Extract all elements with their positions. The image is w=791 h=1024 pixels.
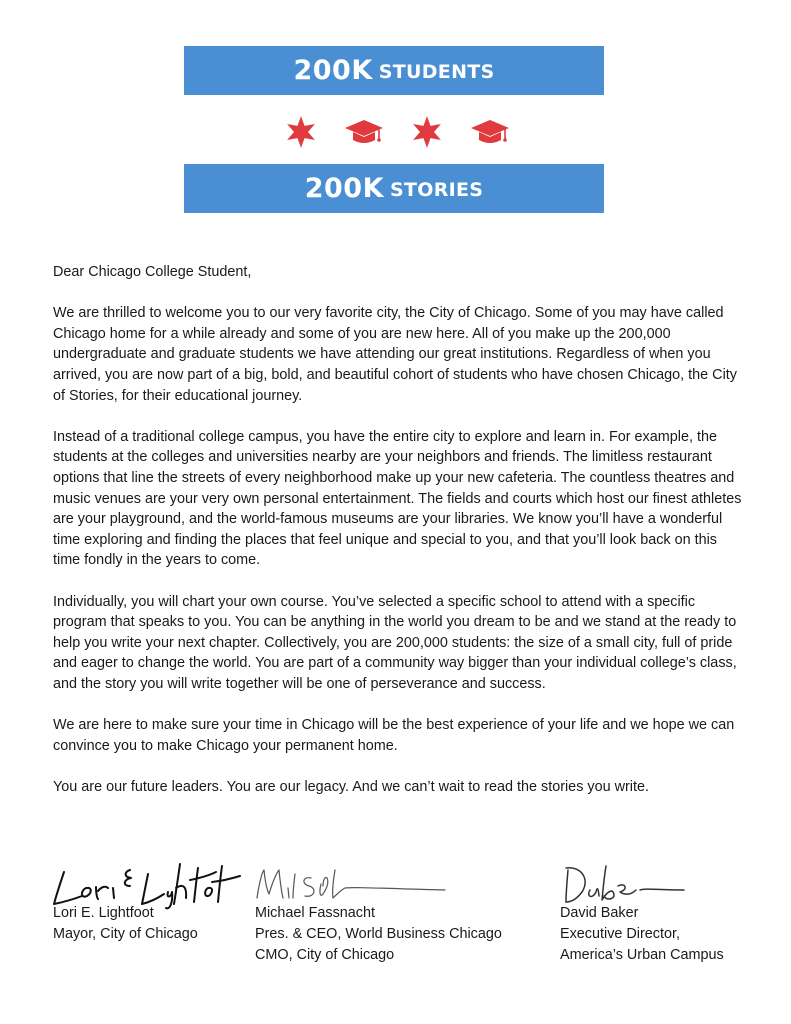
signature-baker-image: [562, 860, 687, 906]
six-pointed-star-icon: [284, 115, 318, 149]
chicago-emblems-row: [284, 115, 510, 149]
letter-body: [53, 262, 743, 818]
letter-paragraph: Individually, you will chart your own course. You’ve selected a specific school to attend with a specific program that speaks to you. You can be anything in the world you dream to be and we stand at the ready to help you write your next chapter. Collectively, you are 200,000 students: the size of a small city, full of pride and eager to change the world. You are part of a community way bigger than your individual college’s class, and the story you will write together will be one of perseverance and success.: [53, 593, 737, 692]
graduation-cap-icon: [470, 117, 510, 147]
signatory-block: [255, 903, 502, 965]
signatory-title: Pres. & CEO, World Business Chicago: [255, 925, 502, 942]
signatory-name: David Baker: [560, 905, 639, 921]
six-pointed-star-icon: [410, 115, 444, 149]
signatory-name: Lori E. Lightfoot: [53, 905, 154, 921]
banner-count-text: 200K: [304, 173, 385, 204]
letter-paragraph: You are our future leaders. You are our legacy. And we can’t wait to read the stories you write.: [53, 778, 649, 795]
signatory-title: CMO, City of Chicago: [255, 946, 395, 963]
signatory-block: [53, 903, 198, 945]
header-banner-stories: [184, 164, 604, 213]
signatory-title: Executive Director,: [560, 925, 680, 942]
letter-paragraph: Instead of a traditional college campus, you have the entire city to explore and learn in. For example, the students at the colleges and universities nearby are your neighbors and friends. The limitless restaurant options that line the streets of every neighborhood make up your new cafeteria. The countless theatres and music venues are your very own personal entertainment. The fields and courts which host our finest athletes are your playground, and the world-famous museums are your libraries. We know you’ll have a wonderful time exploring and finding the places that feel unique and special to you, and that you’ll look back on this time fondly in the years to come.: [53, 428, 742, 569]
signatory-title: Mayor, City of Chicago: [53, 925, 198, 942]
signatory-block: [560, 903, 724, 965]
letter-paragraph: We are here to make sure your time in Chicago will be the best experience of your life and we hope we can convince you to make Chicago your permanent home.: [53, 717, 735, 754]
letter-paragraph: We are thrilled to welcome you to our very favorite city, the City of Chicago. Some of you may have called Chicago home for a while already and some of you are new here. All of you make up the 200,000 undergraduate and graduate students we have attending our great institutions. Regardless of when you arrived, you are now part of a big, bold, and beautiful cohort of students who have chosen Chicago, the City of Stories, for their educational journey.: [53, 305, 737, 404]
banner-count-text: 200K: [293, 55, 373, 86]
banner-label-text: STORIES: [390, 178, 484, 201]
signatory-name: Michael Fassnacht: [255, 905, 375, 921]
salutation: Dear Chicago College Student,: [53, 264, 252, 280]
signature-section: [0, 858, 791, 1018]
signatory-title: America’s Urban Campus: [560, 946, 724, 963]
signature-fassnacht-image: [253, 864, 448, 904]
banner-label-text: STUDENTS: [378, 60, 495, 83]
graduation-cap-icon: [344, 117, 384, 147]
header-banner-students: [184, 46, 604, 95]
